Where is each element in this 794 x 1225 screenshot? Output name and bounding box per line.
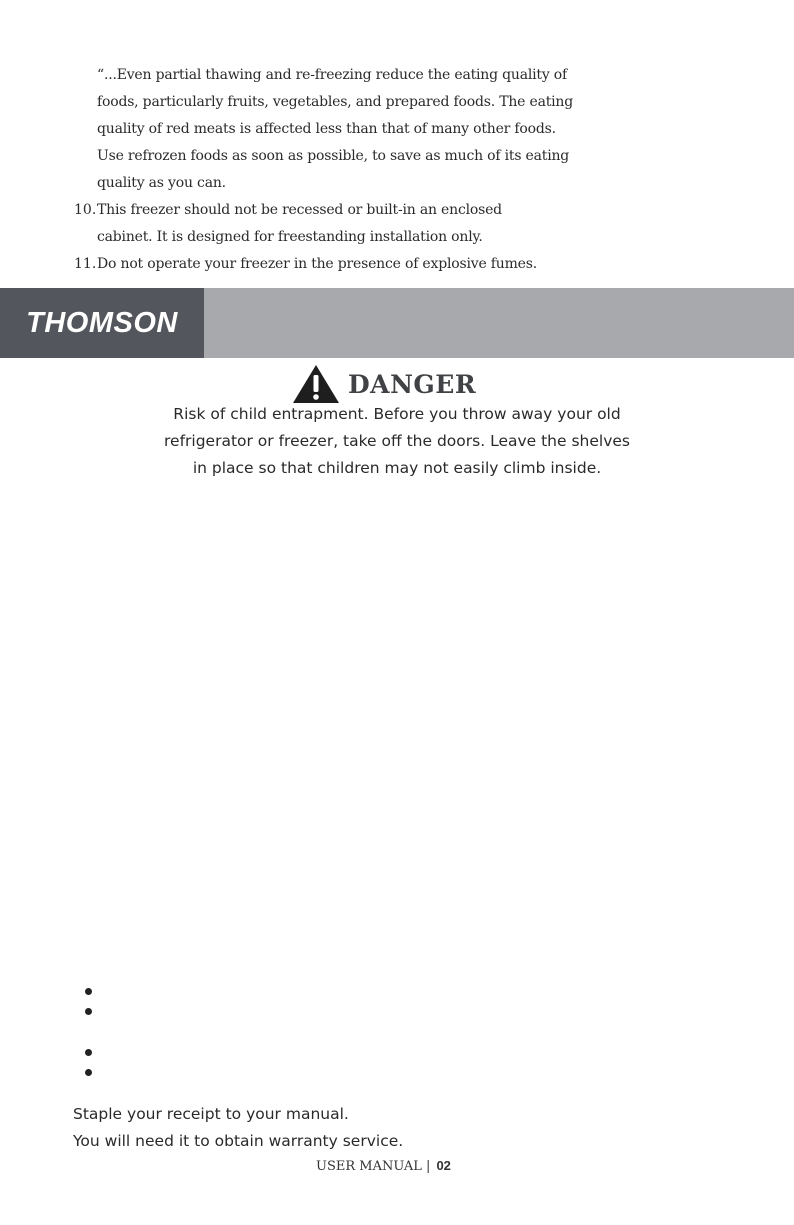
danger-title: DANGER xyxy=(348,369,477,399)
bullet-point xyxy=(85,988,92,995)
receipt-line-1: Staple your receipt to your manual. xyxy=(73,1105,349,1123)
item-10-number: 10. xyxy=(74,202,97,218)
item-10-line-2: cabinet. It is designed for freestanding installation only. xyxy=(97,229,483,245)
brand-banner xyxy=(0,288,794,358)
bullet-point xyxy=(85,1049,92,1056)
footer-label: USER MANUAL | xyxy=(316,1159,431,1174)
quote-line-1: “...Even partial thawing and re-freezing reduce the eating quality of xyxy=(97,67,568,83)
danger-line-2: refrigerator or freezer, take off the doors. Leave the shelves xyxy=(164,432,630,450)
item-11-number: 11. xyxy=(74,256,97,272)
danger-line-1: Risk of child entrapment. Before you throw away your old xyxy=(173,405,621,423)
bullet-point xyxy=(85,1069,92,1076)
page-number: 02 xyxy=(436,1158,451,1173)
quote-line-2: foods, particularly fruits, vegetables, and prepared foods. The eating xyxy=(97,94,574,110)
warning-triangle-icon xyxy=(292,364,340,404)
item-11-text: Do not operate your freezer in the presence of explosive fumes. xyxy=(97,256,537,272)
quote-line-3: quality of red meats is affected less than that of many other foods. xyxy=(97,121,556,137)
quote-line-4: Use refrozen foods as soon as possible, to save as much of its eating xyxy=(97,148,570,164)
danger-heading xyxy=(292,364,476,404)
thomson-logo: THOMSON xyxy=(26,306,178,339)
page-footer xyxy=(316,1158,451,1174)
quote-line-5: quality as you can. xyxy=(97,175,226,191)
receipt-line-2: You will need it to obtain warranty service. xyxy=(73,1132,404,1150)
danger-line-3: in place so that children may not easily climb inside. xyxy=(192,459,602,477)
item-10-line-1: This freezer should not be recessed or built-in an enclosed xyxy=(97,202,502,218)
bullet-point xyxy=(85,1008,92,1015)
logo-box xyxy=(0,288,204,358)
